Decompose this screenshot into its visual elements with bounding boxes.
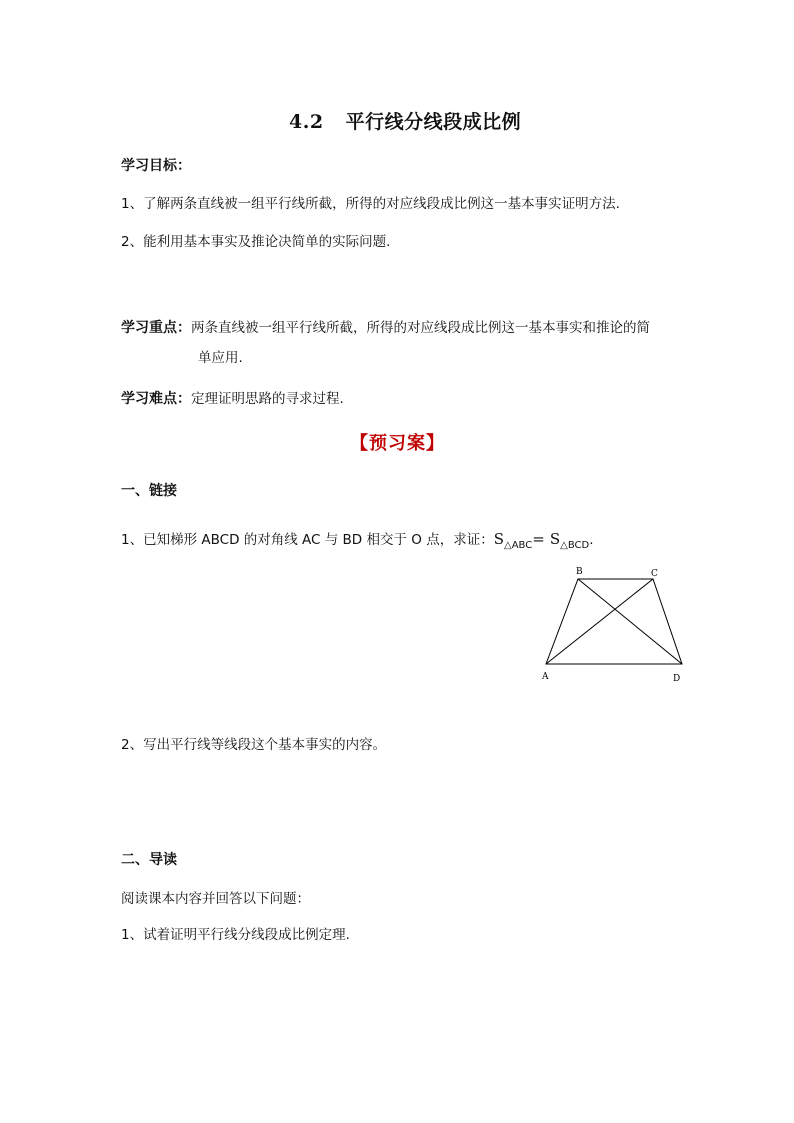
objective-item-1: 1、了解两条直线被一组平行线所截，所得的对应线段成比例这一基本事实证明方法.	[121, 196, 620, 212]
vertex-label-b: B	[576, 567, 583, 577]
key-point-text-line1: 两条直线被一组平行线所截，所得的对应线段成比例这一基本事实和推论的简	[191, 320, 650, 336]
page-title	[289, 107, 521, 134]
section-number: 4.2	[289, 111, 324, 133]
difficulty-text: 定理证明思路的寻求过程.	[191, 391, 344, 407]
section1-heading: 一、链接	[121, 483, 177, 499]
key-point-block	[121, 316, 650, 337]
equals-sign: =	[532, 530, 545, 548]
trapezoid-figure	[530, 560, 700, 690]
objective-item-2: 2、能利用基本事实及推论决简单的实际问题.	[121, 234, 391, 250]
vertex-label-d: D	[673, 674, 681, 684]
preview-banner: 【预习案】	[350, 433, 445, 454]
difficulty-label: 学习难点：	[121, 391, 191, 407]
difficulty-block	[121, 387, 344, 408]
question-1-end: .	[589, 532, 594, 548]
area-subscript-1: △ABC	[504, 540, 533, 551]
key-point-text-line2: 单应用.	[198, 350, 243, 366]
area-symbol-2: S	[549, 530, 561, 548]
key-point-label: 学习重点：	[121, 320, 191, 336]
section2-question-1: 1、试着证明平行线分线段成比例定理.	[121, 927, 350, 943]
area-subscript-2: △BCD	[560, 540, 590, 551]
section2-intro: 阅读课本内容并回答以下问题：	[121, 891, 310, 907]
vertex-label-c: C	[651, 569, 658, 579]
question-2: 2、写出平行线等线段这个基本事实的内容。	[121, 737, 387, 753]
title-text: 平行线分线段成比例	[345, 111, 522, 133]
diagonal-bd	[578, 579, 682, 664]
question-1-prefix: 1、已知梯形 ABCD 的对角线 AC 与 BD 相交于 O 点，求证：	[121, 532, 494, 548]
question-1	[121, 528, 594, 551]
area-symbol-1: S	[493, 530, 504, 548]
objectives-heading: 学习目标：	[121, 158, 191, 174]
vertex-label-a: A	[542, 672, 549, 682]
section2-heading: 二、导读	[121, 852, 177, 868]
trapezoid-outline	[546, 579, 682, 664]
